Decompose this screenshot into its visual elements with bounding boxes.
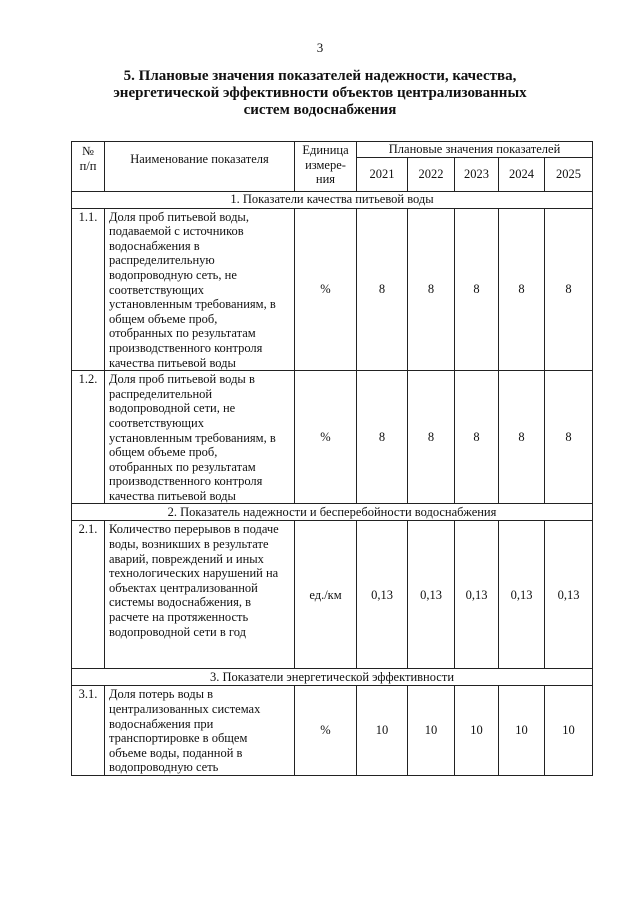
indicator-name-line: соответствующих xyxy=(109,282,204,297)
indicator-name-line: Доля проб питьевой воды в xyxy=(109,372,255,387)
indicator-name-line: подаваемой с источников xyxy=(109,224,244,239)
indicator-name-line: установленным требованиям, в xyxy=(109,430,276,445)
document-title xyxy=(60,68,580,119)
indicator-name-line: отобранных по результатам xyxy=(109,326,256,341)
value-cell: 10 xyxy=(357,686,408,776)
indicator-name-line: Доля потерь воды в xyxy=(109,687,214,702)
section-title: 1. Показатели качества питьевой воды xyxy=(72,191,593,208)
header-year: 2023 xyxy=(455,157,499,191)
table-row xyxy=(72,371,593,504)
row-number: 1.1. xyxy=(72,208,105,371)
value-cell: 10 xyxy=(408,686,455,776)
value-cell: 8 xyxy=(545,208,593,371)
value-cell: 8 xyxy=(408,208,455,371)
value-cell: 10 xyxy=(545,686,593,776)
indicator-name-line: Доля проб питьевой воды, xyxy=(109,209,249,224)
page-number: 3 xyxy=(316,40,324,55)
indicators-table xyxy=(71,141,593,776)
indicator-name-line: Количество перерывов в подаче xyxy=(109,522,279,537)
header-unit xyxy=(295,142,357,192)
value-cell: 8 xyxy=(357,371,408,504)
section-row xyxy=(72,504,593,521)
title-line: систем водоснабжения xyxy=(243,102,397,118)
unit-cell: % xyxy=(295,686,357,776)
indicator-name-line: производственного контроля xyxy=(109,340,263,355)
indicator-name-line: водоснабжения при xyxy=(109,716,214,731)
indicator-name-line: водопроводной сети, не xyxy=(109,401,236,416)
value-cell: 8 xyxy=(499,208,545,371)
unit-cell: % xyxy=(295,208,357,371)
section-row xyxy=(72,669,593,686)
indicator-name-line: производственного контроля xyxy=(109,474,263,489)
value-cell: 0,13 xyxy=(455,521,499,669)
indicator-name-line: расчете на протяженность xyxy=(109,610,249,625)
value-cell: 0,13 xyxy=(357,521,408,669)
value-cell: 8 xyxy=(455,208,499,371)
section-title: 2. Показатель надежности и бесперебойности водоснабжения xyxy=(72,504,593,521)
indicator-name-line: воды, возникших в результате xyxy=(109,537,269,552)
table-row xyxy=(72,521,593,669)
header-year: 2022 xyxy=(408,157,455,191)
value-cell: 8 xyxy=(455,371,499,504)
title-line: энергетической эффективности объектов централизованных xyxy=(113,85,527,101)
indicator-name-line: соответствующих xyxy=(109,415,204,430)
header-num-line: № xyxy=(82,144,94,158)
section-title: 3. Показатели энергетической эффективности xyxy=(72,669,593,686)
indicator-name-line: установленным требованиям, в xyxy=(109,297,276,312)
header-num xyxy=(72,142,105,192)
indicator-name-line: водоснабжения в xyxy=(109,238,200,253)
row-number: 1.2. xyxy=(72,371,105,504)
indicator-name-line: общем объеме проб, xyxy=(109,311,218,326)
header-unit-line: Единица xyxy=(302,143,349,157)
indicator-name-line: качества питьевой воды xyxy=(109,355,236,370)
table-row xyxy=(72,686,593,776)
indicator-name-line: аварий, повреждений и иных xyxy=(109,551,264,566)
row-number: 3.1. xyxy=(72,686,105,776)
value-cell: 0,13 xyxy=(408,521,455,669)
value-cell: 0,13 xyxy=(545,521,593,669)
header-unit-line: ния xyxy=(315,172,336,187)
indicator-name-line: отобранных по результатам xyxy=(109,459,256,474)
header-num-line: п/п xyxy=(79,158,97,173)
unit-cell: % xyxy=(295,371,357,504)
header-year: 2021 xyxy=(357,157,408,191)
indicator-name-line: распределительную xyxy=(109,253,215,268)
indicator-name xyxy=(105,208,295,371)
value-cell: 10 xyxy=(499,686,545,776)
indicator-name-line: транспортировке в общем xyxy=(109,731,248,746)
indicator-name xyxy=(105,521,295,669)
header-year: 2025 xyxy=(545,157,593,191)
value-cell: 8 xyxy=(357,208,408,371)
indicator-name-line: распределительной xyxy=(109,386,213,401)
header-planned: Плановые значения показателей xyxy=(357,142,593,158)
title-line: 5. Плановые значения показателей надежности, качества, xyxy=(123,68,517,84)
unit-cell: ед./км xyxy=(295,521,357,669)
section-row xyxy=(72,191,593,208)
indicator-name-line: объектах централизованной xyxy=(109,580,258,595)
value-cell: 0,13 xyxy=(499,521,545,669)
indicator-name-line: технологических нарушений на xyxy=(109,566,279,581)
header-year: 2024 xyxy=(499,157,545,191)
indicator-name xyxy=(105,371,295,504)
row-number: 2.1. xyxy=(72,521,105,669)
indicator-name-line: объеме воды, поданной в xyxy=(109,745,243,760)
table-row xyxy=(72,208,593,371)
indicator-name-line: качества питьевой воды xyxy=(109,488,236,503)
value-cell: 8 xyxy=(408,371,455,504)
value-cell: 8 xyxy=(499,371,545,504)
indicator-name-line: водопроводную сеть xyxy=(109,760,219,775)
indicator-name-line: централизованных системах xyxy=(109,702,261,717)
indicator-name xyxy=(105,686,295,776)
indicator-name-line: водопроводную сеть, не xyxy=(109,267,237,282)
header-name: Наименование показателя xyxy=(105,142,295,192)
indicator-name-line: общем объеме проб, xyxy=(109,445,218,460)
value-cell: 8 xyxy=(545,371,593,504)
header-unit-line: измере- xyxy=(305,157,346,172)
value-cell: 10 xyxy=(455,686,499,776)
indicator-name-line: системы водоснабжения, в xyxy=(109,595,251,610)
indicator-name-line: водопроводной сети в год xyxy=(109,624,246,639)
